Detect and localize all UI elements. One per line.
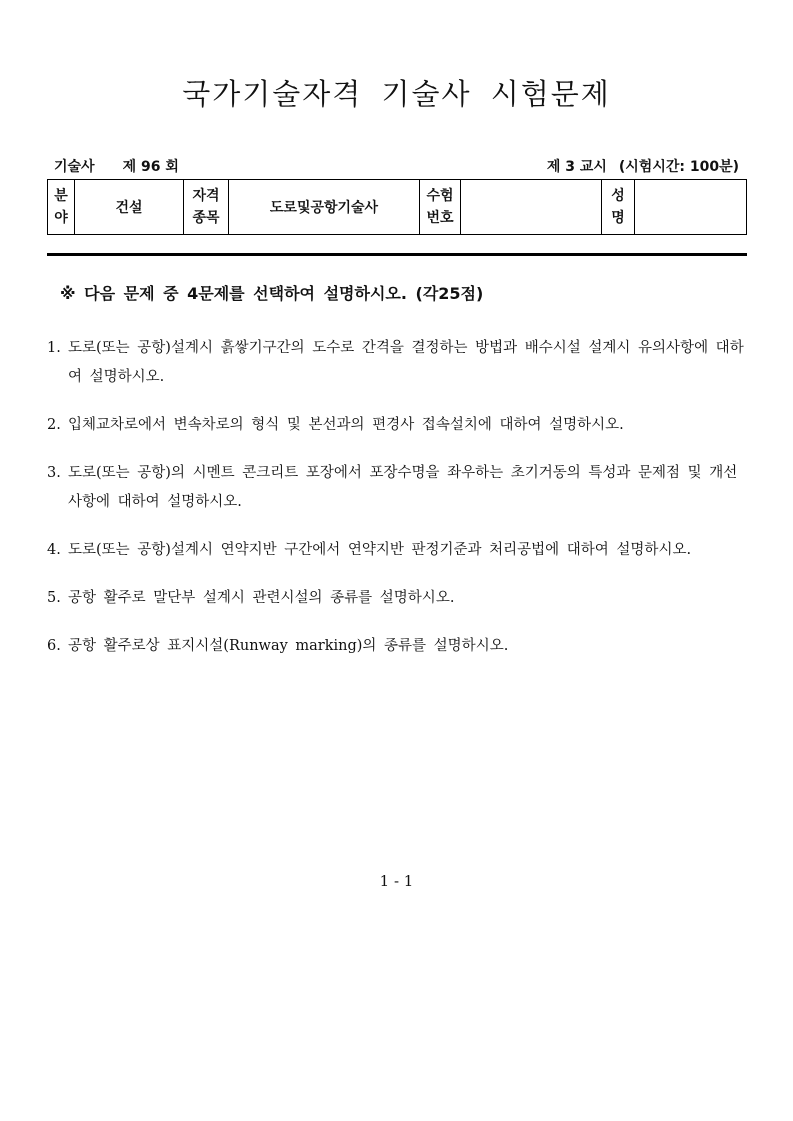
question-item (47, 334, 751, 392)
question-item (47, 632, 751, 661)
question-number: 2. (47, 417, 61, 433)
question-text: 도로(또는 공항)설계시 연약지반 구간에서 연약지반 판정기준과 처리공법에 대하여 설명하시오. (68, 542, 692, 558)
field-label: 분야 (48, 180, 75, 235)
exam-meta-left (54, 156, 207, 176)
question-text: 도로(또는 공항)설계시 흙쌓기구간의 도수로 간격을 결정하는 방법과 배수시설 설계시 유의사항에 대하여 설명하시오. (68, 340, 744, 385)
question-item (47, 536, 751, 565)
question-number: 4. (47, 542, 61, 558)
question-text: 도로(또는 공항)의 시멘트 콘크리트 포장에서 포장수명을 좌우하는 초기거동의 특성과 문제점 및 개선사항에 대하여 설명하시오. (68, 465, 738, 510)
exam-number-label: 수험번호 (420, 180, 461, 235)
name-label: 성명 (602, 180, 635, 235)
question-number: 6. (47, 638, 61, 654)
candidate-info-table (47, 179, 747, 235)
page-title: 국가기술자격 기술사 시험문제 (182, 77, 611, 111)
instruction: ※ 다음 문제 중 4문제를 선택하여 설명하시오. (각25점) (60, 284, 484, 303)
name-field[interactable] (635, 180, 747, 235)
question-text: 공항 활주로상 표지시설(Runway marking)의 종류를 설명하시오. (68, 638, 509, 654)
question-item (47, 584, 751, 613)
exam-round: 제 96 회 (122, 159, 179, 175)
question-item (47, 459, 751, 517)
question-item (47, 411, 751, 440)
page-number: 1 - 1 (379, 872, 414, 890)
exam-session: 제 3 교시 (546, 159, 607, 175)
qualification-value: 도로및공항기술사 (229, 180, 420, 235)
question-text: 공항 활주로 말단부 설계시 관련시설의 종류를 설명하시오. (68, 590, 455, 606)
question-number: 3. (47, 465, 61, 481)
question-text: 입체교차로에서 변속차로의 형식 및 본선과의 편경사 접속설치에 대하여 설명하시오. (68, 417, 624, 433)
exam-category: 기술사 (54, 159, 95, 175)
qualification-label: 자격종목 (184, 180, 229, 235)
exam-time: (시험시간: 100분) (618, 159, 739, 175)
header-divider (47, 253, 747, 256)
question-number: 1. (47, 340, 61, 356)
exam-meta-right (535, 156, 739, 176)
exam-number-field[interactable] (461, 180, 602, 235)
question-list (47, 334, 751, 680)
field-value: 건설 (75, 180, 184, 235)
question-number: 5. (47, 590, 61, 606)
